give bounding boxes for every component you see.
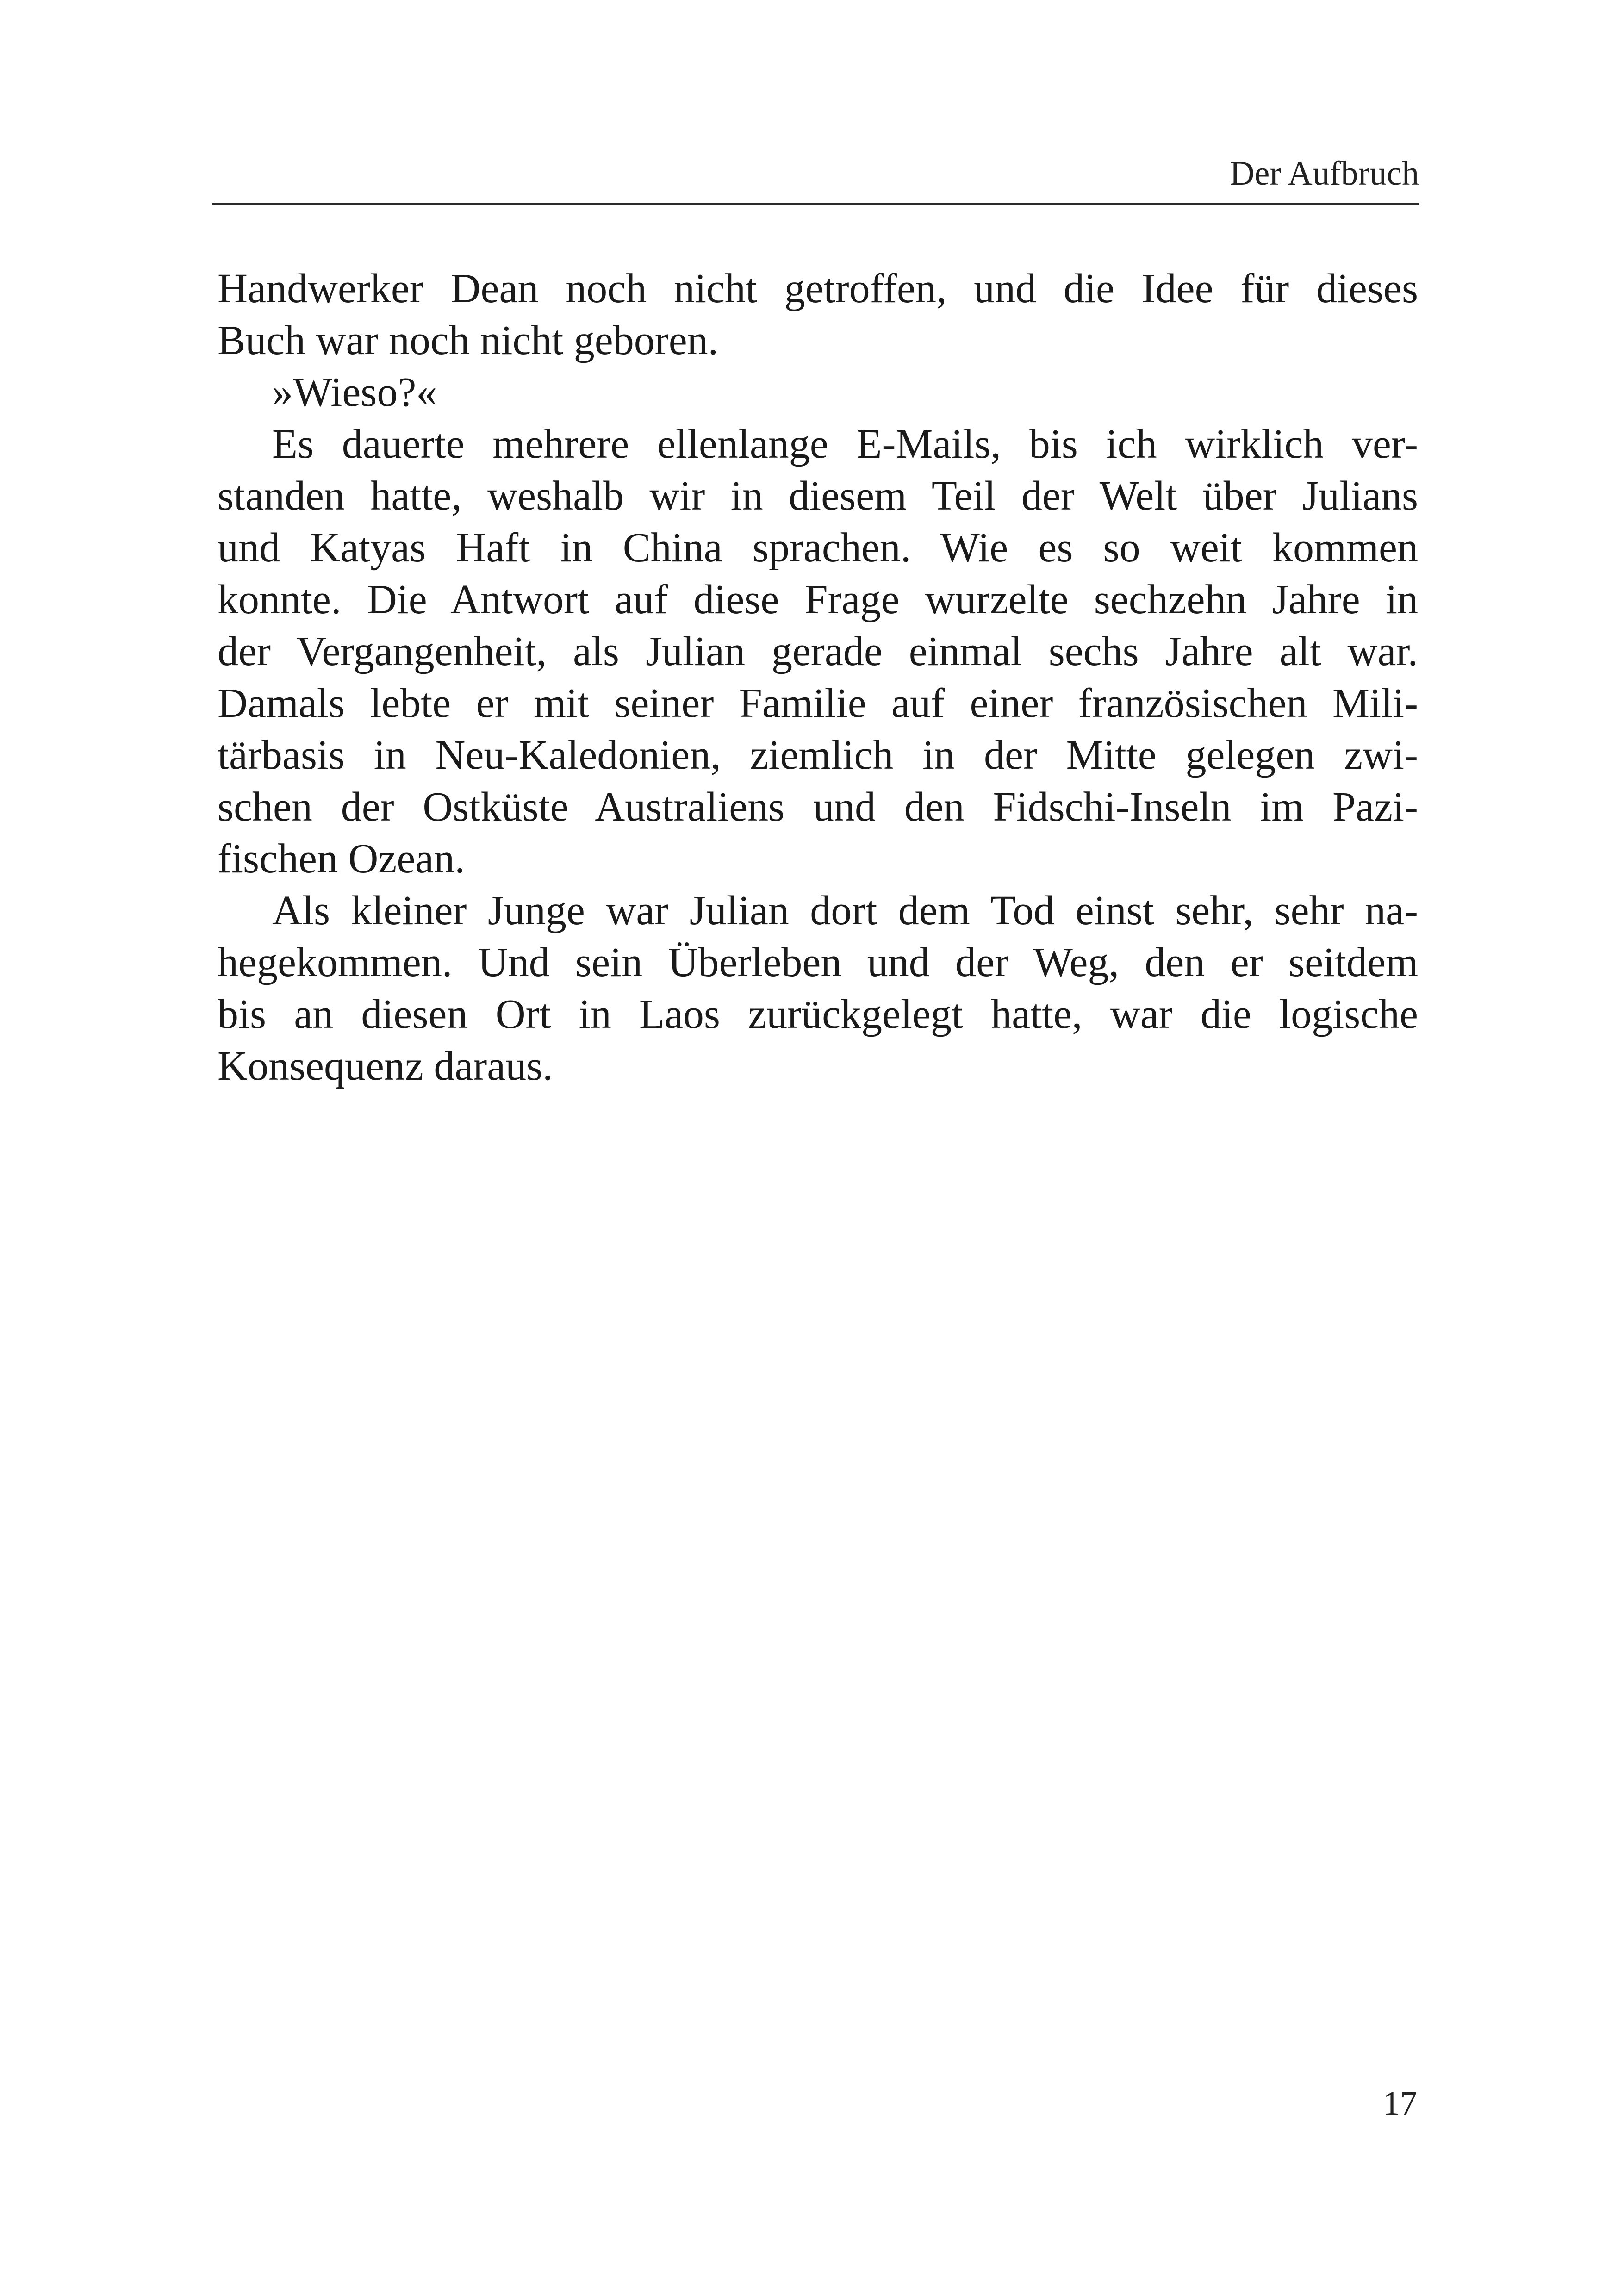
- page-number: 17: [1383, 2084, 1417, 2122]
- text-line: Als kleiner Junge war Julian dort dem Tod einst sehr, sehr na-: [272, 888, 1418, 933]
- text-line: konnte. Die Antwort auf diese Frage wurzelte sechzehn Jahre in: [218, 577, 1418, 622]
- text-line: hegekommen. Und sein Überleben und der Weg, den er seitdem: [218, 940, 1418, 985]
- text-line: Es dauerte mehrere ellenlange E-Mails, bis ich wirklich ver-: [272, 421, 1418, 467]
- text-line: standen hatte, weshalb wir in diesem Teil der Welt über Julians: [218, 473, 1418, 519]
- text-line: tärbasis in Neu-Kaledonien, ziemlich in der Mitte gelegen zwi-: [218, 732, 1418, 778]
- text-line: bis an diesen Ort in Laos zurückgelegt hatte, war die logische: [218, 991, 1418, 1037]
- text-line: und Katyas Haft in China sprachen. Wie es so weit kommen: [218, 525, 1418, 571]
- running-head: Der Aufbruch: [1230, 155, 1419, 193]
- text-line: Damals lebte er mit seiner Familie auf einer französischen Mili-: [218, 680, 1418, 726]
- text-line: »Wieso?«: [272, 369, 437, 415]
- text-line: Handwerker Dean noch nicht getroffen, und die Idee für dieses: [218, 266, 1418, 311]
- text-line: Buch war noch nicht geboren.: [218, 317, 719, 363]
- text-line: Konsequenz daraus.: [218, 1043, 553, 1089]
- text-line: schen der Ostküste Australiens und den Fidschi-Inseln im Pazi-: [218, 784, 1418, 830]
- text-line: fischen Ozean.: [218, 836, 465, 882]
- header-rule: [212, 203, 1419, 205]
- body-text: [218, 263, 1418, 1092]
- text-line: der Vergangenheit, als Julian gerade einmal sechs Jahre alt war.: [218, 628, 1418, 674]
